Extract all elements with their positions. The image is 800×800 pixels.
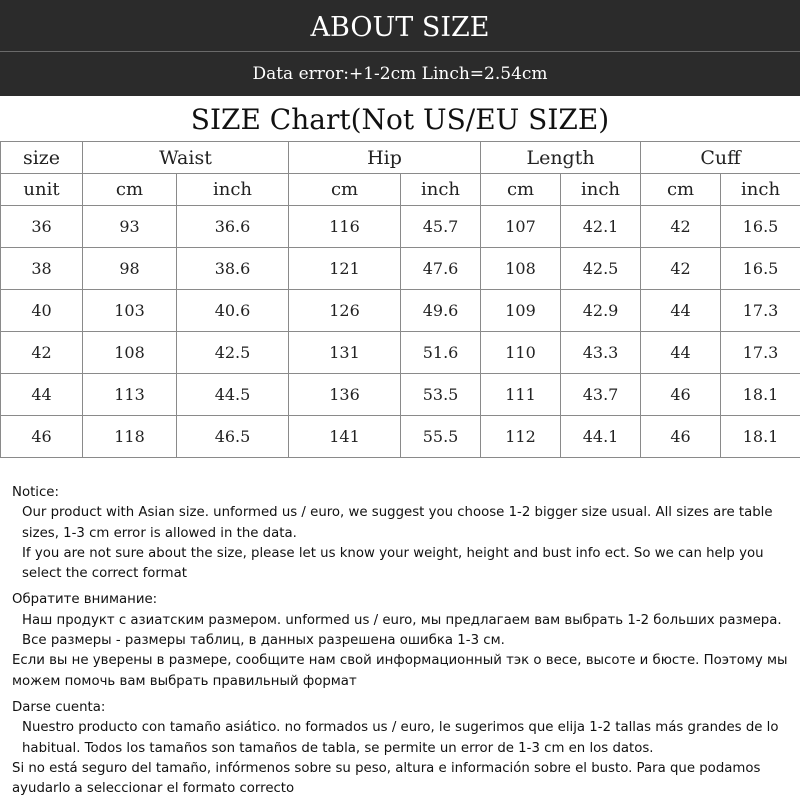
table-cell: 112: [481, 416, 561, 458]
header-unit-inch: inch: [177, 174, 289, 206]
header-unit-inch: inch: [561, 174, 641, 206]
table-cell: 46: [641, 374, 721, 416]
table-cell: 42.9: [561, 290, 641, 332]
table-row: [1, 206, 800, 248]
table-cell: 53.5: [401, 374, 481, 416]
table-cell: 131: [289, 332, 401, 374]
table-cell: 108: [83, 332, 177, 374]
header-unit-cm: cm: [289, 174, 401, 206]
header-size: size: [1, 142, 83, 174]
table-cell: 42.1: [561, 206, 641, 248]
notice-heading-es: Darse cuenta:: [12, 699, 106, 715]
header-unit-inch: inch: [401, 174, 481, 206]
table-cell: 18.1: [721, 416, 800, 458]
table-cell: 45.7: [401, 206, 481, 248]
table-cell: 116: [289, 206, 401, 248]
notice-paragraph-ru-1: Наш продукт с азиатским размером. unformed us / euro, мы предлагаем вам выбрать 1-2 больших размера. Все размеры - размеры таблиц, в данных разрешена ошибка 1-3 см.: [22, 612, 782, 649]
table-cell: 108: [481, 248, 561, 290]
table-cell: 17.3: [721, 290, 800, 332]
table-cell: 141: [289, 416, 401, 458]
table-cell: 44: [641, 290, 721, 332]
header-unit-cm: cm: [83, 174, 177, 206]
table-cell: 118: [83, 416, 177, 458]
table-cell: 46.5: [177, 416, 289, 458]
table-cell: 93: [83, 206, 177, 248]
table-cell: 46: [1, 416, 83, 458]
table-cell: 44: [1, 374, 83, 416]
table-cell: 44: [641, 332, 721, 374]
table-cell: 109: [481, 290, 561, 332]
table-cell: 43.7: [561, 374, 641, 416]
table-cell: 36: [1, 206, 83, 248]
notice-paragraph-en-1: Our product with Asian size. unformed us / euro, we suggest you choose 1-2 bigger size usual. All sizes are table sizes, 1-3 cm error is allowed in the data.: [22, 505, 773, 541]
table-cell: 16.5: [721, 248, 800, 290]
table-cell: 110: [481, 332, 561, 374]
table-cell: 46: [641, 416, 721, 458]
table-cell: 42: [641, 206, 721, 248]
table-row: [1, 290, 800, 332]
table-cell: 40.6: [177, 290, 289, 332]
banner-subtitle: Data error:+1-2cm Linch=2.54cm: [252, 64, 548, 84]
table-cell: 107: [481, 206, 561, 248]
notice-paragraph-es-1: Nuestro producto con tamaño asiático. no formados us / euro, le sugerimos que elija 1-2 tallas más grandes de lo habitual. Todos los tamaños son tamaños de tabla, se permite un error de 1-3 cm en los datos.: [22, 720, 779, 756]
table-cell: 49.6: [401, 290, 481, 332]
table-cell: 43.3: [561, 332, 641, 374]
table-cell: 38: [1, 248, 83, 290]
table-cell: 121: [289, 248, 401, 290]
table-cell: 98: [83, 248, 177, 290]
header-unit: unit: [1, 174, 83, 206]
table-cell: 36.6: [177, 206, 289, 248]
header-row-measure: [1, 142, 800, 174]
table-cell: 18.1: [721, 374, 800, 416]
table-cell: 44.1: [561, 416, 641, 458]
table-cell: 42: [1, 332, 83, 374]
header-unit-cm: cm: [481, 174, 561, 206]
table-cell: 40: [1, 290, 83, 332]
table-cell: 42: [641, 248, 721, 290]
header-length: Length: [481, 142, 641, 174]
size-table: [0, 141, 800, 458]
header-hip: Hip: [289, 142, 481, 174]
header-cuff: Cuff: [641, 142, 800, 174]
table-cell: 17.3: [721, 332, 800, 374]
table-cell: 55.5: [401, 416, 481, 458]
table-cell: 44.5: [177, 374, 289, 416]
size-notes: [12, 483, 792, 799]
table-row: [1, 248, 800, 290]
table-cell: 51.6: [401, 332, 481, 374]
notice-heading-ru: Обратите внимание:: [12, 592, 158, 608]
table-cell: 42.5: [177, 332, 289, 374]
table-cell: 126: [289, 290, 401, 332]
about-size-banner: [0, 0, 800, 96]
notice-heading-en: Notice:: [12, 485, 59, 500]
notice-paragraph-en-2: If you are not sure about the size, please let us know your weight, height and bust info ect. So we can help you select the correct format: [22, 545, 764, 582]
header-row-unit: [1, 174, 800, 206]
table-cell: 103: [83, 290, 177, 332]
size-chart-title: SIZE Chart(Not US/EU SIZE): [190, 103, 610, 136]
table-cell: 111: [481, 374, 561, 416]
table-cell: 136: [289, 374, 401, 416]
header-waist: Waist: [83, 142, 289, 174]
table-row: [1, 332, 800, 374]
header-unit-inch: inch: [721, 174, 800, 206]
table-row: [1, 374, 800, 416]
notice-paragraph-ru-2: Если вы не уверены в размере, сообщите нам свой информационный тэк о весе, высоте и бюсте. Поэтому мы можем помочь вам выбрать правильный формат: [12, 653, 788, 689]
table-cell: 42.5: [561, 248, 641, 290]
banner-title: ABOUT SIZE: [310, 12, 490, 43]
table-cell: 113: [83, 374, 177, 416]
table-cell: 16.5: [721, 206, 800, 248]
table-cell: 47.6: [401, 248, 481, 290]
notice-paragraph-es-2: Si no está seguro del tamaño, infórmenos sobre su peso, altura e información sobre el busto. Para que podamos ayudarlo a seleccionar el formato correcto: [12, 760, 761, 797]
table-cell: 38.6: [177, 248, 289, 290]
header-unit-cm: cm: [641, 174, 721, 206]
table-row: [1, 416, 800, 458]
